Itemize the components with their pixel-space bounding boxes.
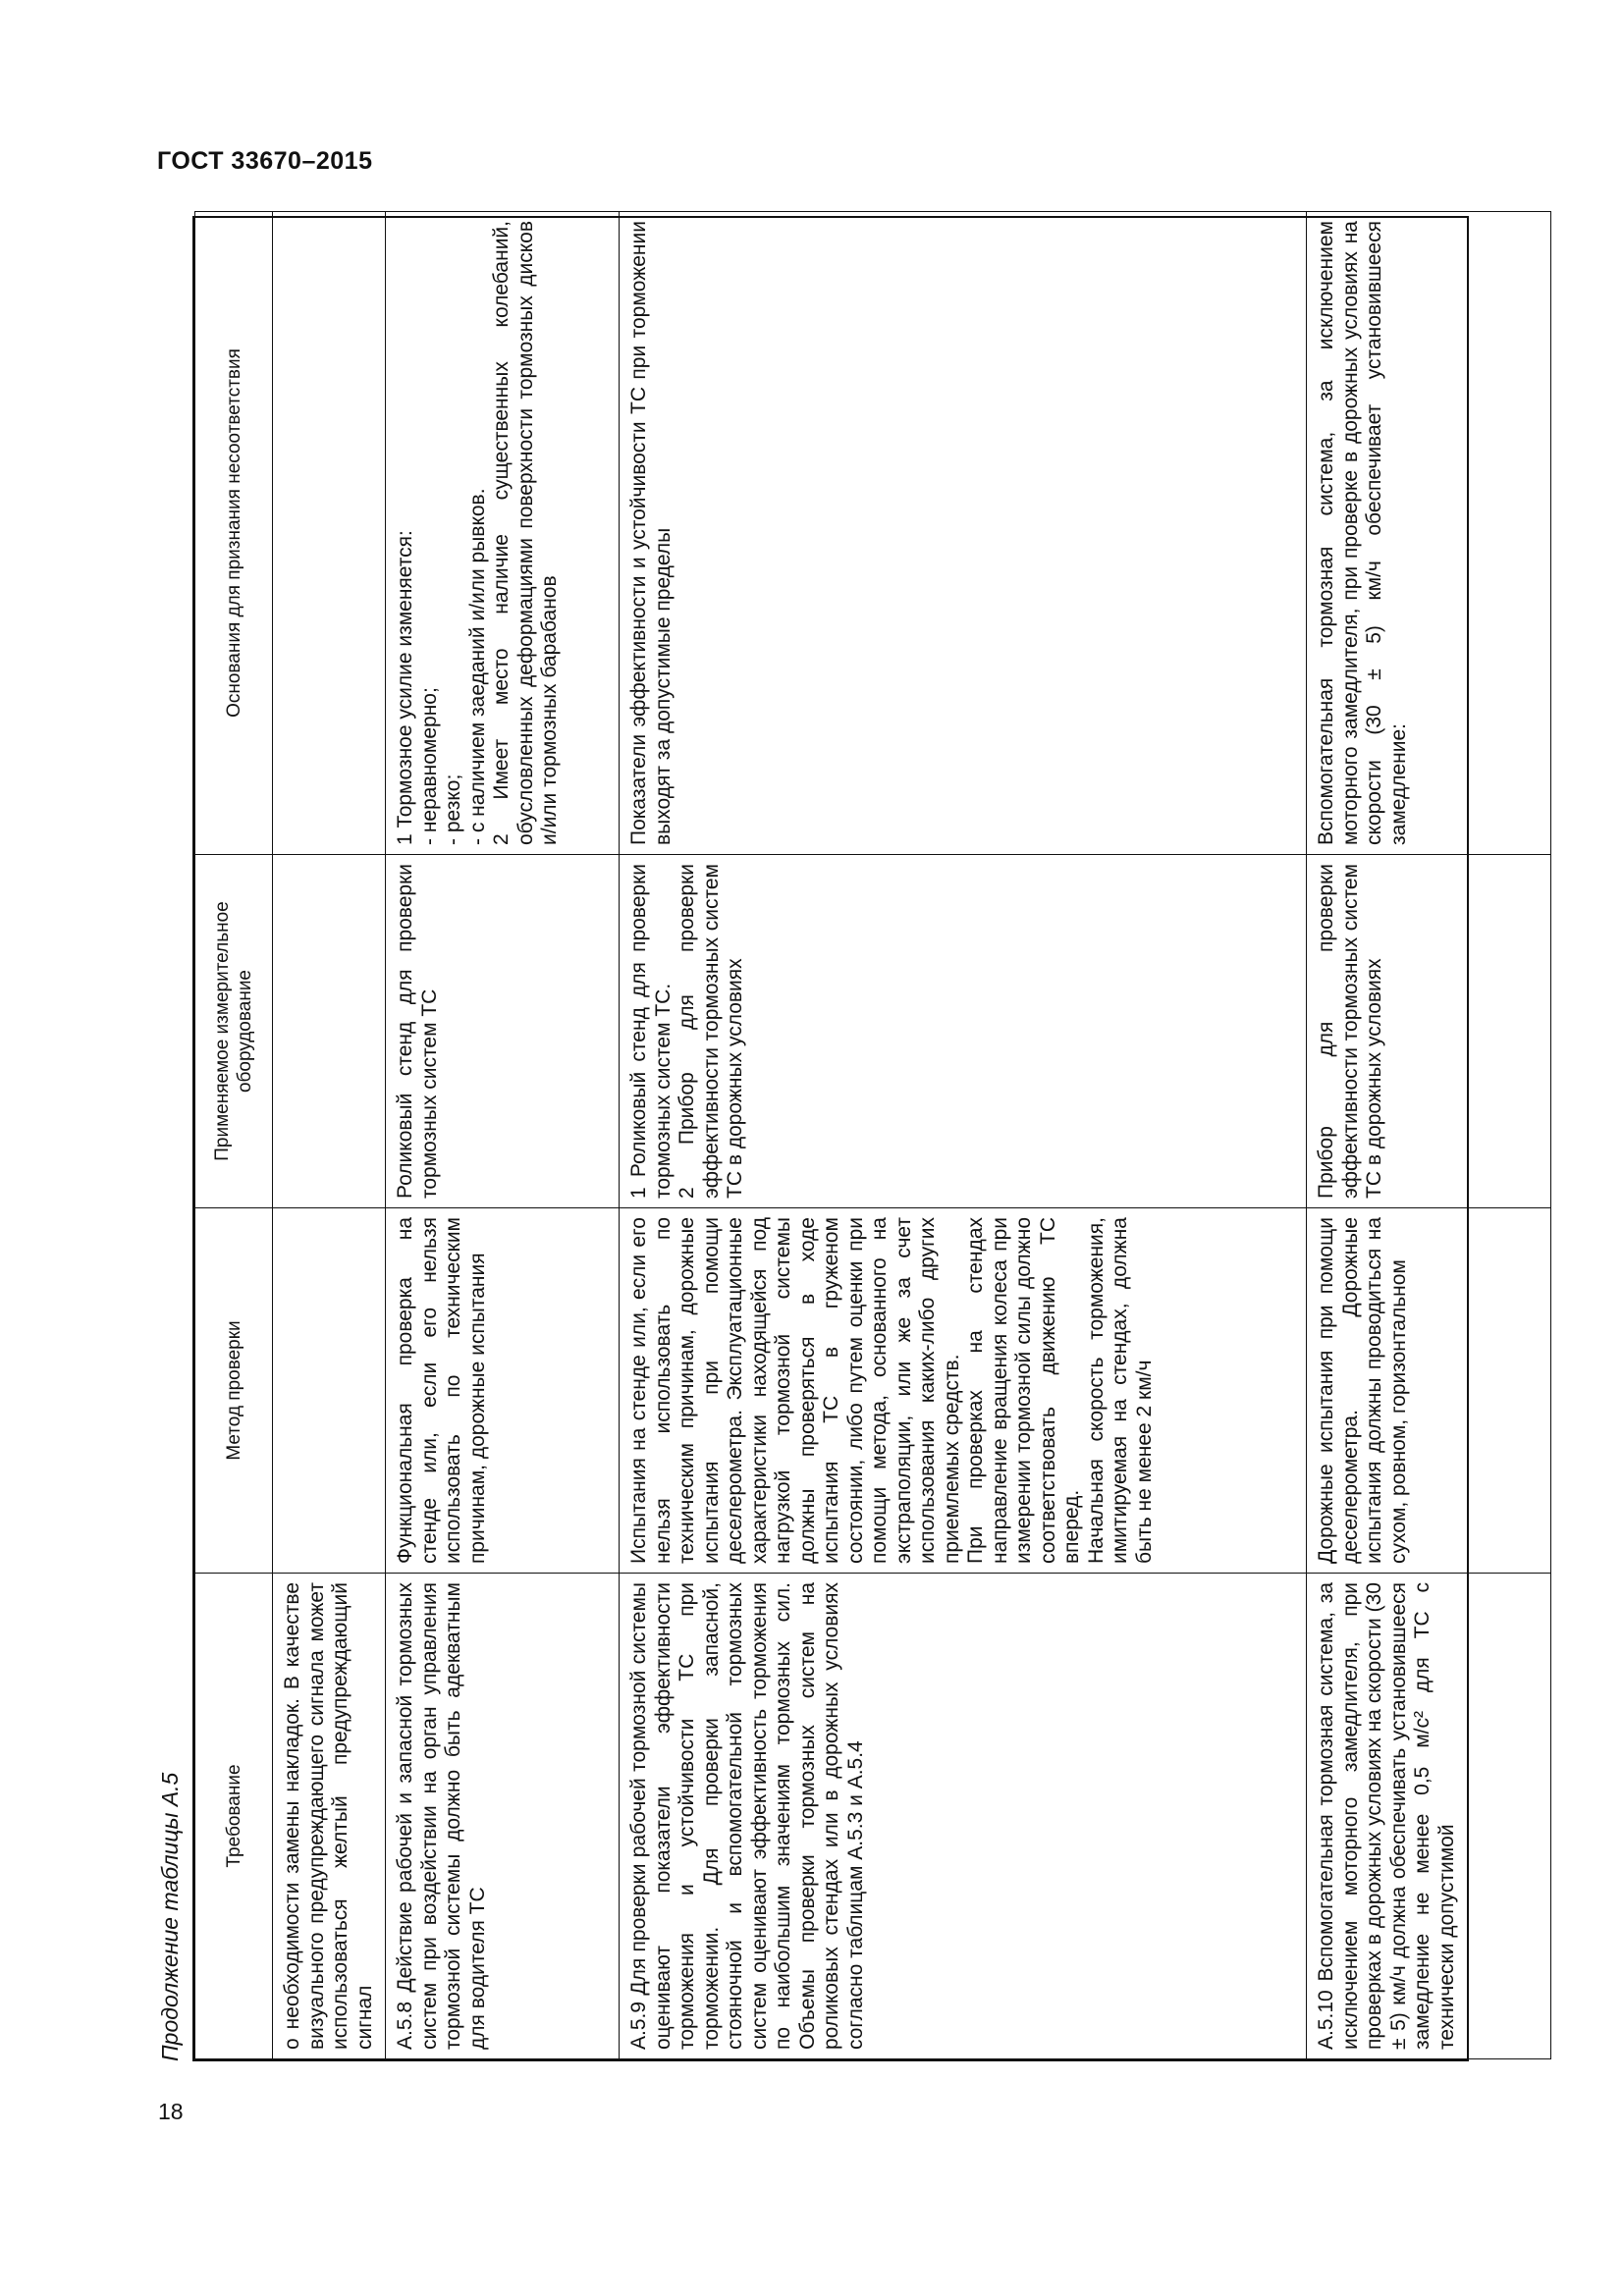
cell-equipment (273, 855, 386, 1208)
cell-requirement: о необходимости замены накладок. В качестве визуального предупреждающего сигнала может использоваться желтый предупреждающий сигнал (273, 1574, 386, 2059)
requirements-table (194, 211, 1551, 2059)
header-nonconformity: Основания для признания несоответствия (195, 212, 273, 855)
cell-requirement: А.5.9 Для проверки рабочей тормозной системы оценивают показатели эффективности торможения и устойчивости ТС при торможении. Для проверки запасной, стояночной и вспомогательной тормозных систем оценивают эффективность торможения по наибольшим значениям тормозных сил. Объемы проверки тормозных систем на роликовых стендах или в дорожных условиях согласно таблицам А.5.3 и А.5.4 (620, 1574, 1307, 2059)
cell-equipment: Прибор для проверки эффективности тормозных систем ТС в дорожных условиях (1307, 855, 1551, 1208)
cell-requirement: А.5.8 Действие рабочей и запасной тормозных систем при воздействии на орган управления тормозной системы должно быть адекватным для водителя ТС (386, 1574, 620, 2059)
table-row (273, 212, 386, 2059)
table-caption: Продолжение таблицы А.5 (157, 1772, 183, 2061)
cell-equipment: Роликовый стенд для проверки тормозных систем ТС (386, 855, 620, 1208)
cell-requirement: А.5.10 Вспомогательная тормозная система, за исключением моторного замедлителя, при проверках в дорожных условиях на скорости (30 ± 5) км/ч должна обеспечивать установившееся замедление не менее 0,5 м/с² для ТС с технически допустимой (1307, 1574, 1551, 2059)
cell-equipment: 1 Роликовый стенд для проверки тормозных систем ТС. 2 Прибор для проверки эффективности тормозных систем ТС в дорожных условиях (620, 855, 1307, 1208)
cell-method: Испытания на стенде или, если его нельзя использовать по техническим причинам, дорожные испытания при помощи деселерометра. Эксплуатационные характеристики находящейся под нагрузкой тормозной системы должны проверяться в ходе испытания ТС в груженом состоянии, либо путем оценки при помощи метода, основанного на экстраполяции, или же за счет использования каких-либо других приемлемых средств. При проверках на стендах направление вращения колеса при измерении тормозной силы должно соответствовать движению ТС вперед. Начальная скорость торможения, имитируемая на стендах, должна быть не менее 2 км/ч (620, 1208, 1307, 1574)
cell-nonconformity: Вспомогательная тормозная система, за исключением моторного замедлителя, при проверке в дорожных условиях на скорости (30 ± 5) км/ч обеспечивает установившееся замедление: (1307, 212, 1551, 855)
table-row (386, 212, 620, 2059)
cell-nonconformity: Показатели эффективности и устойчивости ТС при торможении выходят за допустимые пределы (620, 212, 1307, 855)
document-code: ГОСТ 33670–2015 (157, 147, 373, 175)
header-requirement: Требование (195, 1574, 273, 2059)
rotated-page-content (147, 216, 1492, 2061)
cell-method: Функциональная проверка на стенде или, если его нельзя использовать по техническим причинам, дорожные испытания (386, 1208, 620, 1574)
cell-method (273, 1208, 386, 1574)
cell-nonconformity (273, 212, 386, 855)
table-frame (192, 216, 1469, 2061)
cell-method: Дорожные испытания при помощи деселерометра. Дорожные испытания должны проводиться на сухом, ровном, горизонтальном (1307, 1208, 1551, 1574)
table-row (620, 212, 1307, 2059)
page-number: 18 (158, 2099, 184, 2124)
cell-nonconformity: 1 Тормозное усилие изменяется: - неравномерно; - резко; - с наличием заеданий и/или рывков. 2 Имеет место наличие существенных колебаний, обусловленных деформациями поверхности тормозных дисков и/или тормозных барабанов (386, 212, 620, 855)
header-method: Метод проверки (195, 1208, 273, 1574)
table-row (1307, 212, 1551, 2059)
table-header-row (195, 212, 273, 2059)
header-equipment: Применяемое измерительное оборудование (195, 855, 273, 1208)
